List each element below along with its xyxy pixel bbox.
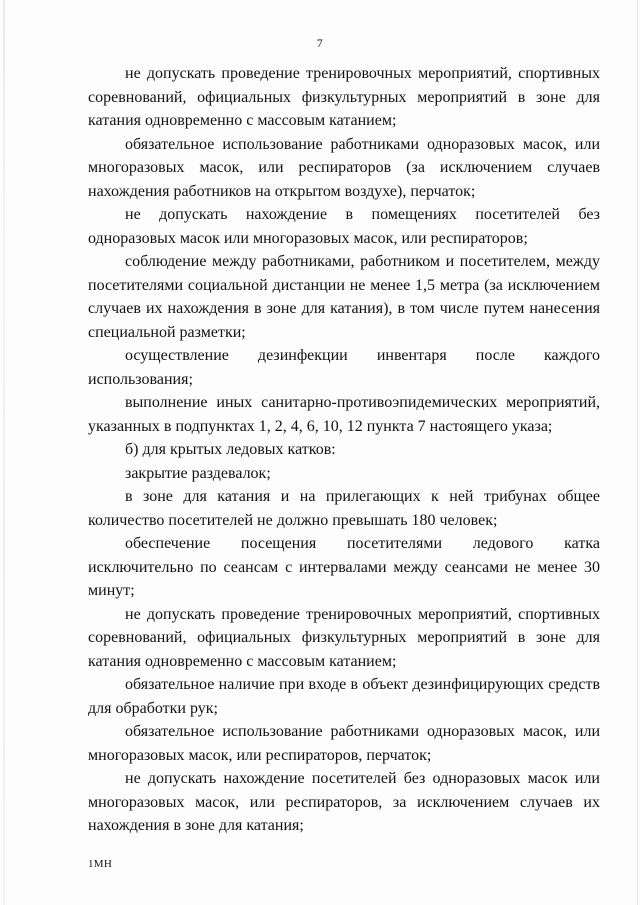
paragraph: закрытие раздевалок; <box>125 464 271 482</box>
page-number: 7 <box>316 36 324 50</box>
scan-edge-right <box>637 0 638 905</box>
paragraph: не допускать проведение тренировочных мероприятий, спортивных соревнований, официальных физкультурных мероприятий в зоне для катания одновременно с массовым катанием; <box>88 65 600 129</box>
footer-code: 1МН <box>88 858 113 870</box>
document-body <box>88 62 600 838</box>
paragraph: обеспечение посещения посетителями ледового катка исключительно по сеансам с интервалами между сеансами не менее 30 минут; <box>88 535 600 599</box>
scan-edge-left <box>3 0 5 905</box>
paragraph: обязательное использование работниками одноразовых масок, или многоразовых масок, или респираторов (за исключением случаев нахождения работников на открытом воздухе), перчаток; <box>88 135 600 200</box>
paragraph: осуществление дезинфекции инвентаря после каждого использования; <box>88 347 600 388</box>
paragraph: в зоне для катания и на прилегающих к ней трибунах общее количество посетителей не должно превышать 180 человек; <box>88 488 600 529</box>
subsection-heading: б) для крытых ледовых катков: <box>125 441 336 458</box>
paragraph: не допускать проведение тренировочных мероприятий, спортивных соревнований, официальных физкультурных мероприятий в зоне для катания одновременно с массовым катанием; <box>88 605 600 670</box>
paragraph: обязательное наличие при входе в объект дезинфицирующих средств для обработки рук; <box>88 676 600 717</box>
paragraph: не допускать нахождение посетителей без одноразовых масок или многоразовых масок, или респираторов, за исключением случаев их нахождения в зоне для катания; <box>88 770 600 834</box>
paragraph: соблюдение между работниками, работником и посетителем, между посетителями социальной дистанции не менее 1,5 метра (за исключением случаев их нахождения в зоне для катания), в том числе путем нанесения специальной разметки; <box>88 253 600 341</box>
paragraph: выполнение иных санитарно-противоэпидемических мероприятий, указанных в подпунктах 1, 2, 4, 6, 10, 12 пункта 7 настоящего указа; <box>88 394 600 435</box>
paragraph: не допускать нахождение в помещениях посетителей без одноразовых масок или многоразовых масок, или респираторов; <box>88 206 600 247</box>
paragraph: обязательное использование работниками одноразовых масок, или многоразовых масок, или респираторов, перчаток; <box>88 723 600 764</box>
